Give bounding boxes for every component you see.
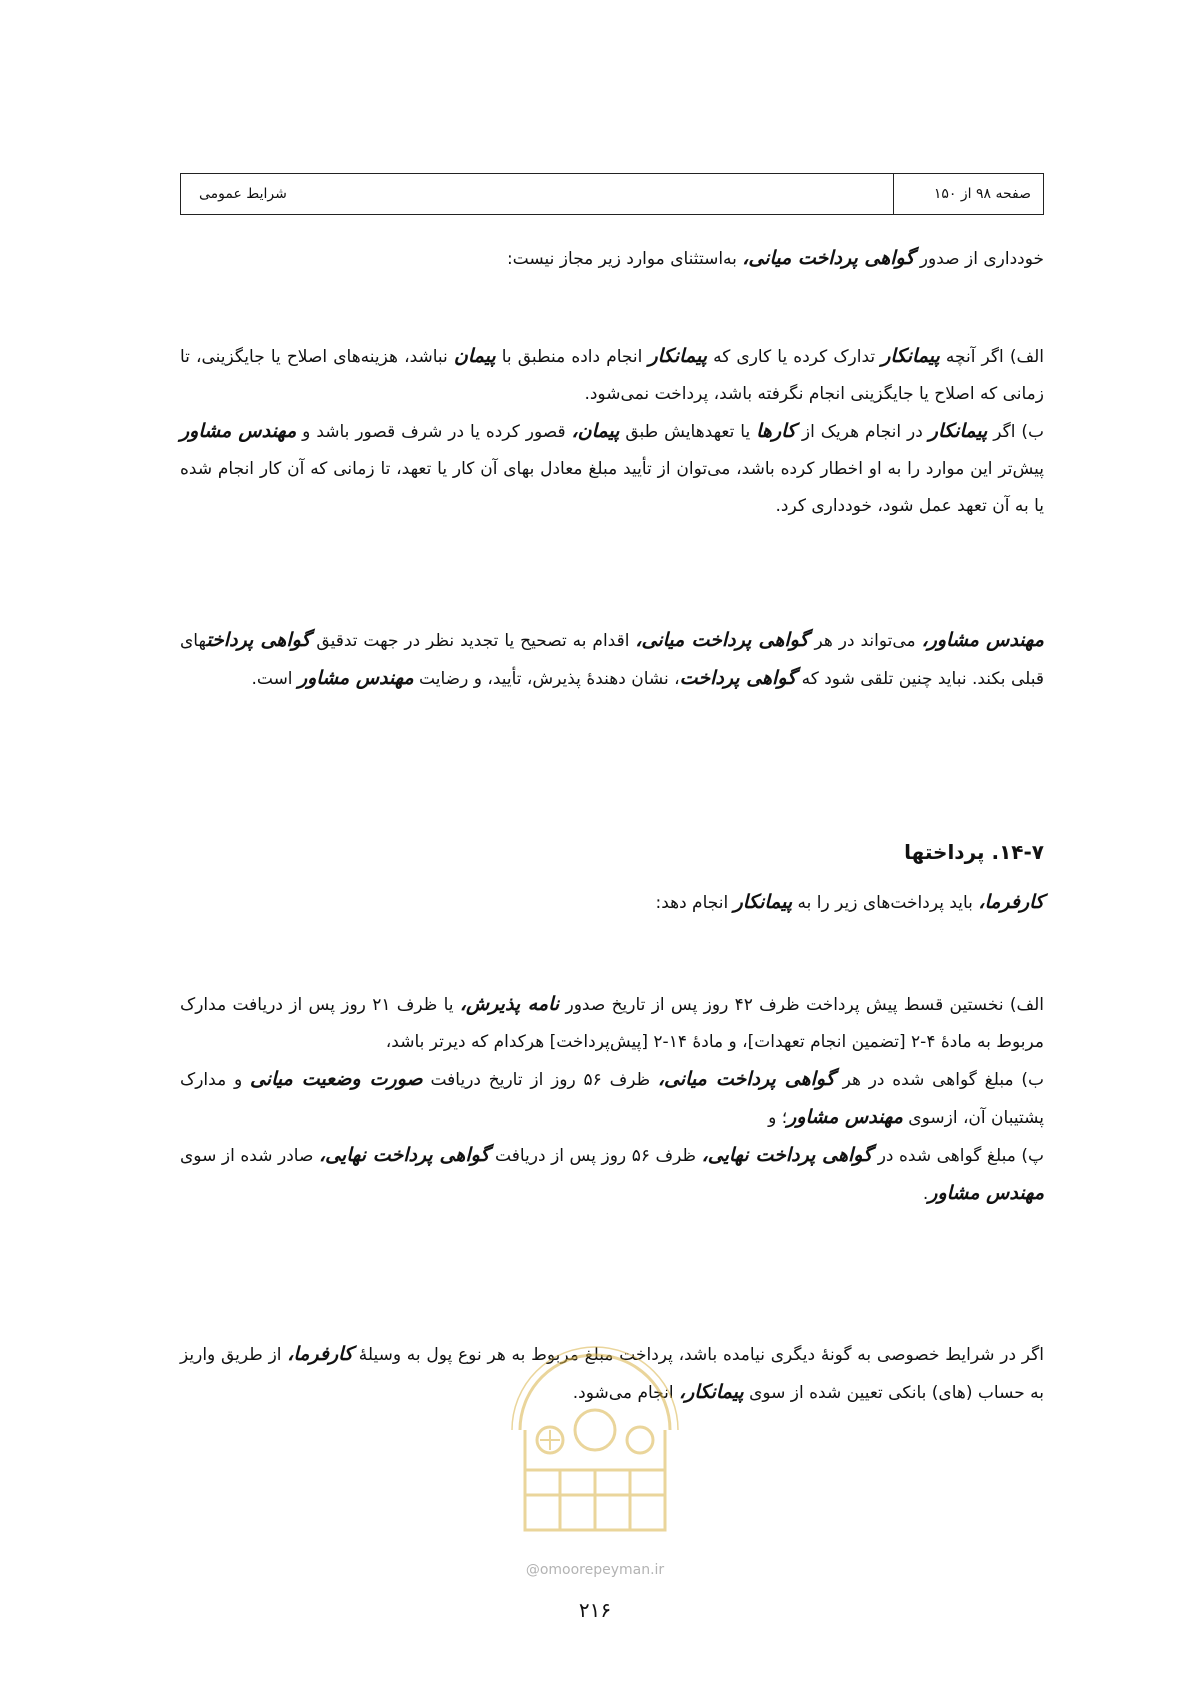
watermark-gear-center <box>575 1410 615 1450</box>
text-run: ، نشان دهندهٔ پذیرش، تأیید، و رضایت <box>413 669 680 689</box>
watermark-shield <box>525 1430 665 1530</box>
term: گواهی پرداخت نهایی، <box>318 1144 490 1166</box>
term: مهندس مشاور <box>787 1106 903 1128</box>
term: گواهی پرداخت <box>679 667 797 689</box>
term: صورت وضعیت میانی <box>249 1068 423 1090</box>
text-run: ؛ و <box>768 1108 788 1128</box>
text-run: های قبلی بکند. نباید چنین تلقی شود که <box>180 631 1044 689</box>
term: پیمان، <box>571 420 620 442</box>
paragraph-pe <box>180 1137 1044 1213</box>
term: مهندس مشاور، <box>921 629 1044 651</box>
term: مهندس مشاور <box>928 1182 1044 1204</box>
text-run: انجام می‌شود. <box>572 1383 679 1403</box>
text-run: الف) نخستین قسط پیش پرداخت ظرف ۴۲ روز پس از تاریخ صدور <box>559 995 1045 1015</box>
text-run: نباشد، هزینه‌های اصلاح یا جایگزینی، تا زمانی که اصلاح یا جایگزینی انجام نگرفته باشد، پرداخت نمی‌شود. <box>180 347 1044 404</box>
term: کارها <box>756 420 796 442</box>
text-run: اگر در شرایط خصوصی به گونهٔ دیگری نیامده باشد، پرداخت مبلغ مربوط به هر نوع پول به وسیلهٔ <box>352 1345 1044 1365</box>
term: گواهی پرداخت نهایی، <box>701 1144 873 1166</box>
text-run: است. <box>251 669 298 689</box>
text-run: و مدارک پشتیبان آن، ازسوی <box>180 1070 1044 1128</box>
text-run: ب) اگر <box>987 422 1045 442</box>
text-run: می‌تواند در هر <box>808 631 922 651</box>
text-run: پیش‌تر این موارد را به او اخطار کرده باشد، می‌توان از تأیید مبلغ معادل بهای آن کار یا تعهد، تا زمانی که آن کار انجام شده یا به آن تعهد عمل شود، خودداری کرد. <box>180 459 1044 516</box>
text-run: یا ظرف ۲۱ روز پس از دریافت مدارک مربوط به مادهٔ ۴-۲ [تضمین انجام تعهدات]، و مادهٔ ۱۴-۲ [پیش‌پرداخت] هرکدام که دیرتر باشد، <box>180 995 1044 1052</box>
term: پیمان <box>453 345 496 367</box>
watermark-scales <box>540 1430 560 1450</box>
text-run: به‌استثنای موارد زیر مجاز نیست: <box>506 249 743 269</box>
term: پیمانکار <box>928 420 988 442</box>
text-run: در انجام هریک از <box>795 422 929 442</box>
text-run: صادر شده از سوی <box>180 1146 319 1166</box>
page-header <box>180 173 1044 215</box>
paragraph <box>180 240 1044 278</box>
term: پیمانکار <box>733 891 793 913</box>
header-section-title: شرایط عمومی <box>199 186 287 202</box>
text-run: ب) مبلغ گواهی شده در هر <box>834 1070 1044 1090</box>
paragraph-engineer <box>180 622 1044 698</box>
paragraph-be <box>180 413 1044 525</box>
text-run: قصور کرده یا در شرف قصور باشد و <box>296 422 572 442</box>
paragraph-alef <box>180 986 1044 1061</box>
text-run: یا تعهدهایش طبق <box>619 422 757 442</box>
paragraph-conditions <box>180 338 1044 525</box>
page-number: ۲۱۶ <box>578 1598 612 1622</box>
text-run: خودداری از صدور <box>914 249 1044 269</box>
term: گواهی پرداخت <box>206 629 311 651</box>
paragraph <box>180 884 1044 922</box>
paragraph <box>180 1336 1044 1412</box>
text-run: از طریق واریز به حساب (های) بانکی تعیین شده از سوی <box>180 1345 1044 1403</box>
text-run: اقدام به تصحیح یا تجدید نظر در جهت تدقیق <box>310 631 636 651</box>
text-run: پ) مبلغ گواهی شده در <box>872 1146 1045 1166</box>
paragraph-alef <box>180 338 1044 413</box>
term: کارفرما، <box>287 1343 353 1365</box>
text-run: ظرف ۵۶ روز پس از دریافت <box>489 1146 702 1166</box>
term: پیمانکار <box>881 345 940 367</box>
text-run: ظرف ۵۶ روز از تاریخ دریافت <box>422 1070 658 1090</box>
text-run: باید پرداخت‌های زیر را به <box>792 893 979 913</box>
text-run: الف) اگر آنچه <box>939 347 1044 367</box>
term: پیمانکار، <box>678 1381 744 1403</box>
term: پیمانکار <box>648 345 707 367</box>
watermark-gear-left <box>537 1427 563 1453</box>
paragraph-employer <box>180 884 1044 922</box>
term: گواهی پرداخت میانی، <box>635 629 809 651</box>
term: گواهی پرداخت میانی، <box>657 1068 835 1090</box>
paragraph-intro <box>180 240 1044 278</box>
watermark-gear-right <box>627 1427 653 1453</box>
term: مهندس مشاور <box>297 667 414 689</box>
term: نامه پذیرش، <box>459 993 560 1015</box>
text-run: انجام دهد: <box>655 893 734 913</box>
text-run: انجام داده منطبق با <box>495 347 649 367</box>
section-heading: ۱۴-۷. پرداختها <box>904 840 1044 864</box>
paragraph-be <box>180 1061 1044 1137</box>
watermark-url: @omoorepeyman.ir <box>525 1562 665 1578</box>
term: کارفرما، <box>978 891 1044 913</box>
text-run: . <box>922 1184 929 1204</box>
paragraph-payments-list <box>180 986 1044 1213</box>
paragraph-bank-transfer <box>180 1336 1044 1412</box>
text-run: تدارک کرده یا کاری که <box>706 347 882 367</box>
paragraph <box>180 622 1044 698</box>
term: گواهی پرداخت میانی، <box>742 247 915 269</box>
term: مهندس مشاور <box>180 420 297 442</box>
header-page-label: صفحه ۹۸ از ۱۵۰ <box>893 174 1043 214</box>
